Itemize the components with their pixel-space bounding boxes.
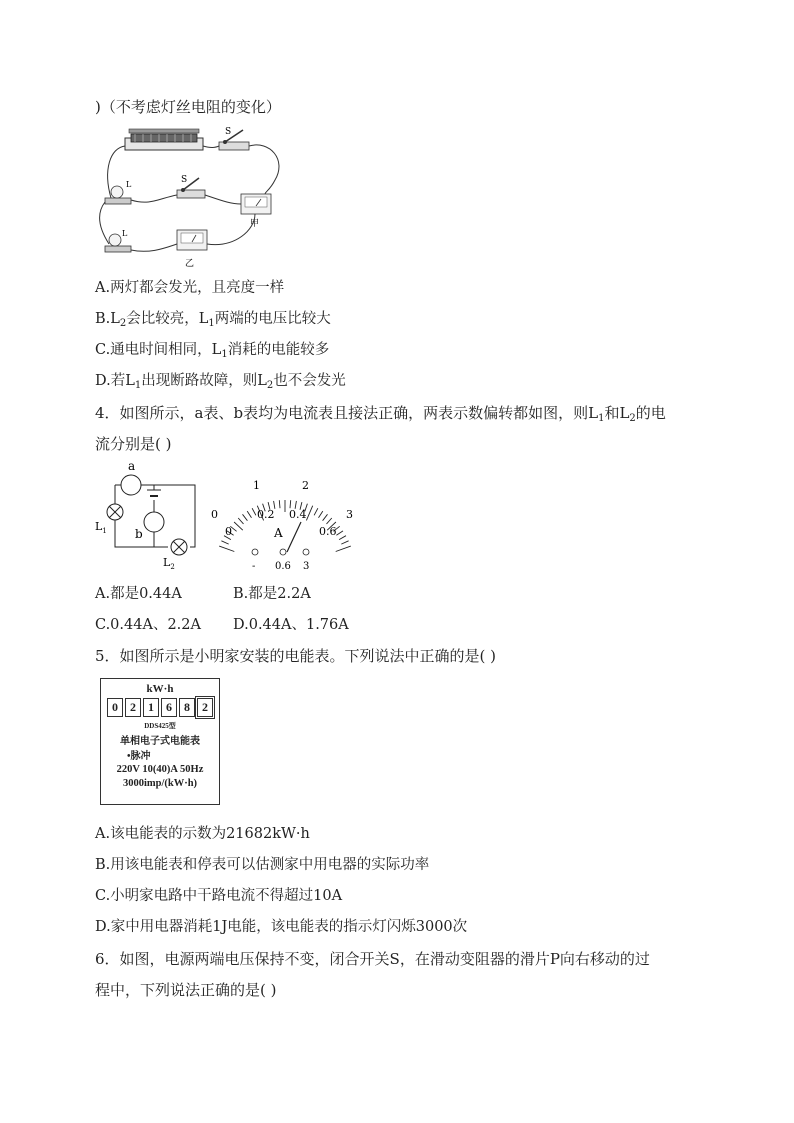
q3-option-c [95,340,329,365]
q3-option-d-sub2: 2 [266,380,274,391]
q3-option-a: A.两灯都会发光，且亮度一样 [95,280,285,296]
q5-option-a: A.该电能表的示数为21682kW·h [95,826,310,842]
q3-option-c-sub: 1 [221,349,228,360]
terminal-label-06: 0.6 [275,561,291,572]
q4-ammeter-dial [205,474,365,574]
dial-tick [341,541,348,544]
meter-model: DDS425型 [144,722,176,730]
q6-stem-line1: 6．如图，电源两端电压保持不变，闭合开关S，在滑动变阻器的滑片P向右移动的过 [95,950,650,968]
terminal-label-3: 3 [303,561,310,572]
dial-top-1: 1 [253,479,260,492]
meter-unit: kW·h [146,683,174,695]
q3-option-b-post: 两端的电压比较大 [214,311,331,327]
q4-option-a: A.都是0.44A [95,586,182,602]
dial-tick [290,500,291,508]
q3-option-b-sub1: 2 [119,318,127,329]
meter-name: 单相电子式电能表 [120,736,200,747]
meter-digit-decimal: 2 [197,698,213,717]
dial-tick [234,522,243,530]
ammeter-b-label: b [135,527,143,541]
rheostat-icon [125,129,203,150]
q3-option-d-pre: D.若L [95,373,135,389]
q3-option-d-mid: 出现断路故障，则L [141,373,267,389]
dial-tick [336,531,343,535]
meter-digit: 8 [179,698,195,717]
q4-l2-label: $L_2$ [163,556,175,571]
q3-option-b-mid: 会比较亮，L [126,311,209,327]
q4-stem-sub1: 1 [598,413,605,424]
q5-stem: 5．如图所示是小明家安装的电能表。下列说法中正确的是( ) [95,647,497,665]
dial-tick [314,508,318,515]
dial-tick [306,506,312,521]
dial-tick [319,511,323,518]
q4-option-b: B.都是2.2A [233,586,311,602]
dial-bottom-2: 0.4 [289,508,307,521]
ammeter-a-label: a [128,462,136,473]
q3-option-c-post: 消耗的电能较多 [227,342,330,358]
q6-stem-line2: 程中，下列说法正确的是( ) [95,981,277,999]
dial-tick [238,518,243,524]
switch-s-label: S [225,127,232,137]
switch-s1-icon [177,175,205,198]
lamp-l1-icon [95,504,123,535]
q3-stem-tail: )（不考虑灯丝电阻的变化） [95,98,281,116]
q5-option-d: D.家中用电器消耗1J电能，该电能表的指示灯闪烁3000次 [95,919,468,935]
dial-tick [327,518,332,524]
q4-stem-post: 的电 [635,404,666,422]
dial-tick [219,546,234,551]
meter-rating: 220V 10(40)A 50Hz [116,764,204,775]
meter-constant: 3000imp/(kW·h) [122,778,198,789]
dial-bottom-1: 0.2 [257,508,275,521]
ammeter-b-icon [135,512,164,541]
dial-tick [336,546,351,551]
meter-digit: 6 [161,698,177,717]
dial-tick [252,508,256,515]
dial-tick [279,500,280,508]
meter-yi-icon [177,230,207,269]
switch-s-icon [219,127,249,150]
q4-stem-pre: 4．如图所示，a表、b表均为电流表且接法正确，两表示数偏转都如图，则L [95,404,599,422]
q4-stem-line2: 流分别是( ) [95,435,172,453]
meter-digits [101,698,219,717]
q4-l1-label: $L_1$ [95,520,107,535]
terminal-06 [280,549,286,555]
dial-tick [243,514,248,520]
ammeter-a-icon [121,462,141,495]
q4-stem-sub2: 2 [629,413,636,424]
q4-option-c: C.0.44A、2.2A [95,617,201,633]
lamp-l2-icon [105,229,131,252]
q4-option-d: D.0.44A、1.76A [233,617,349,633]
dial-top-0: 0 [211,508,218,521]
terminal-3 [303,549,309,555]
dial-unit: A [274,526,283,540]
q3-option-d-sub1: 1 [134,380,142,391]
lamp-l2-label: L [122,229,128,238]
q5-option-b: B.用该电能表和停表可以估测家中用电器的实际功率 [95,857,430,873]
dial-tick [339,536,346,540]
q5-option-c: C.小明家电路中干路电流不得超过10A [95,888,343,904]
q3-option-b-pre: B.L [95,311,120,327]
q3-option-c-pre: C.通电时间相同，L [95,342,222,358]
q4-stem-mid: 和L [604,404,630,422]
q3-option-d [95,371,346,396]
lamp-l2-icon [163,539,187,571]
dial-pointer [287,522,301,552]
dial-bottom-3: 0.6 [319,525,337,538]
terminal-label-minus: - [252,561,256,572]
dial-bottom-0: 0 [225,525,232,538]
meter-pulse: •脉冲 [127,751,151,762]
q5-energy-meter [100,678,220,805]
dial-top-3: 3 [346,508,353,521]
q3-option-b-sub2: 1 [208,318,215,329]
battery-icon [147,490,161,496]
meter-yi-label: 乙 [185,259,195,269]
terminal-minus [252,549,258,555]
meter-digit: 0 [107,698,123,717]
q3-option-d-post: 也不会发光 [273,373,346,389]
lamp-l1-label: L [126,180,132,189]
meter-jia-label: 甲 [250,219,260,229]
q4-stem-line1 [95,402,666,430]
dial-tick [323,514,328,520]
dial-top-2: 2 [302,479,309,492]
meter-digit: 1 [143,698,159,717]
meter-digit: 2 [125,698,141,717]
meter-jia-icon [241,194,271,229]
q3-option-b [95,309,331,334]
switch-s1-label: S [181,175,188,185]
q4-circuit-figure [95,462,205,572]
q3-circuit-figure [95,120,295,270]
dial-tick [247,511,251,518]
dial-tick [221,541,228,544]
